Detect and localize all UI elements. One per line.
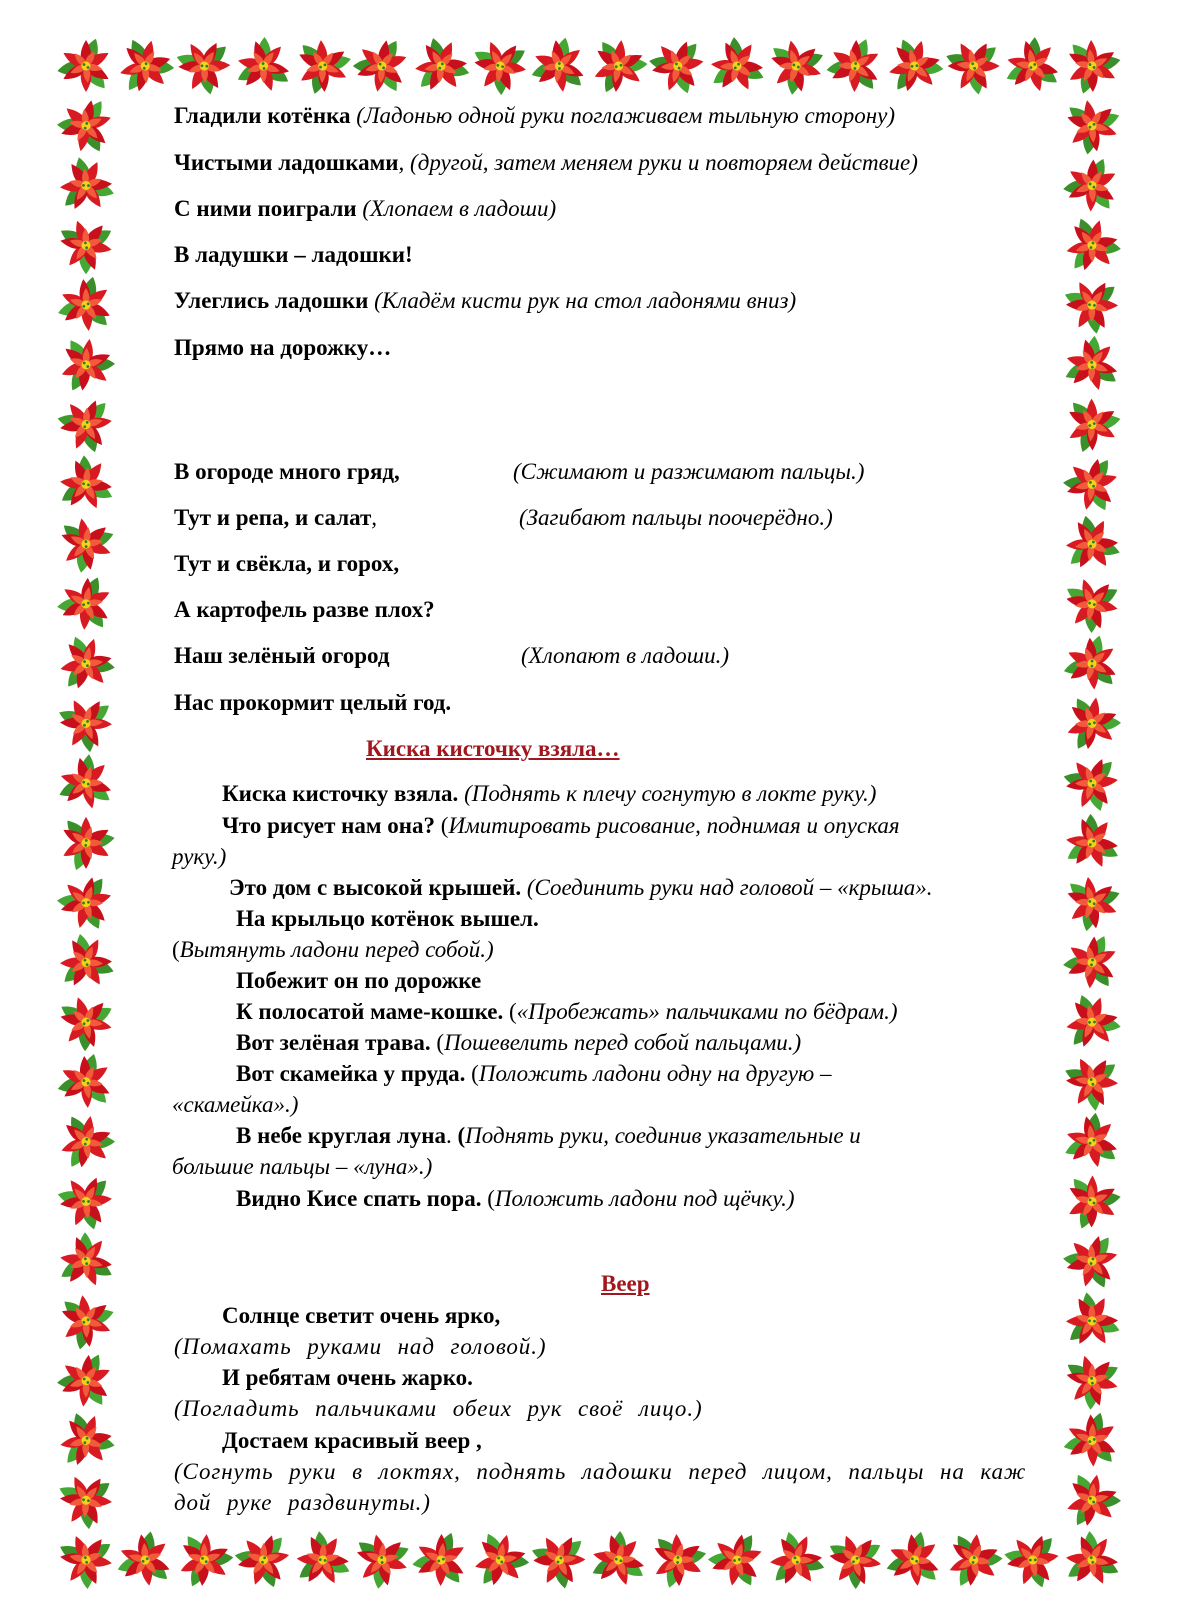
poem1-line-6 [174,334,391,362]
paren-text: ( [487,1186,495,1211]
verse-text: Прямо на дорожку… [174,335,392,360]
paren-text: ( [436,1030,445,1055]
verse-text: С ними поиграли [174,196,357,221]
poem4-note-2: (Погладить пальчиками обеих рук своё лицо.) [174,1396,703,1421]
paren-text: ( [457,1123,466,1148]
instruction-text: , (другой, затем меняем руки и повторяем действие) [398,150,918,175]
poem3-line-10 [236,1185,795,1213]
poem2-line-1: В огороде много гряд, [174,459,400,484]
instruction-text: «Пробежать» пальчиками по бёдрам.) [516,999,898,1024]
verse-text: Вот зелёная трава. [236,1030,431,1055]
instruction-text: (Хлопаем в ладоши) [362,196,557,221]
verse-text: Что рисует нам она? [222,813,436,838]
verse-text: Улеглись ладошки [174,288,369,313]
poem3-line-9 [236,1122,861,1150]
verse-text: Киска кисточку взяла. [222,781,459,806]
dot-text: . [445,1123,452,1148]
verse-text: Это дом с высокой крышей. [229,875,522,900]
poem1-line-4 [174,241,413,269]
poem1-line-5 [174,287,796,315]
poem4-note-3: (Согнуть руки в локтях, поднять ладошки перед лицом, пальцы на каж [174,1459,1027,1484]
poem3-line-8 [236,1060,831,1088]
poem2-line-4: А картофель разве плох? [174,597,435,622]
instruction-text: (Поднять к плечу согнутую в локте руку.) [464,781,877,806]
poem2-line-5: Наш зелёный огород [174,643,390,668]
verse-text: В ладушки – ладошки! [174,242,413,267]
poem3-line-3 [229,874,933,902]
paren-text: ( [508,999,517,1024]
poem4-title: Веер [601,1271,650,1296]
verse-text: Вот скамейка у пруда. [236,1061,466,1086]
poem3-line-8-cont: «скамейка».) [172,1092,299,1117]
poem3-line-9-cont: большие пальцы – «луна».) [172,1154,433,1179]
poem3-line-4-cont [172,936,494,964]
instruction-text: (Кладём кисти рук на стол ладонями вниз) [374,288,797,313]
poem2-note-5: (Хлопают в ладоши.) [521,643,730,668]
poem4-line-2: И ребятам очень жарко. [222,1365,473,1390]
instruction-text: Положить ладони одну на другую – [478,1061,832,1086]
poem3-line-5: Побежит он по дорожке [236,968,482,993]
verse-text: Чистыми ладошками [174,150,399,175]
verse-text: В небе круглая луна [236,1123,446,1148]
verse-text: Видно Кисе спать пора. [236,1186,482,1211]
verse-text: К полосатой маме-кошке. [236,999,504,1024]
poem3-title: Киска кисточку взяла… [366,736,620,761]
poem3-line-4: На крыльцо котёнок вышел. [236,906,539,931]
poem2-note-2: (Загибают пальцы поочерёдно.) [519,505,833,530]
paren-text: ( [471,1061,479,1086]
poem1-line-1 [174,102,895,130]
paren-text: ( [172,937,180,962]
poem3-line-1 [222,780,876,808]
instruction-text: Поднять руки, соединив указательные и [465,1123,861,1148]
poem3-line-7 [236,1029,801,1057]
poem4-line-1: Солнце светит очень ярко, [222,1303,501,1328]
poem1-line-3 [174,195,556,223]
instruction-text: (Ладонью одной руки поглаживаем тыльную сторону) [356,103,896,128]
instruction-text: Пошевелить перед собой пальцами.) [444,1030,802,1055]
poem2-line-2 [174,504,377,532]
poem2-line-3: Тут и свёкла, и горох, [174,551,400,576]
comma-text: , [371,505,378,530]
poem3-line-2-cont: руку.) [172,844,227,869]
paren-text: ( [440,813,449,838]
instruction-text: Положить ладони под щёчку.) [494,1186,795,1211]
poem4-line-3: Достаем красивый веер , [222,1428,482,1453]
instruction-text: Имитировать рисование, поднимая и опуская [448,813,900,838]
poem3-line-6 [236,998,898,1026]
poem1-line-2 [174,149,918,177]
poem2-note-1: (Сжимают и разжимают пальцы.) [513,459,865,484]
poem4-note-1: (Помахать руками над головой.) [174,1334,547,1359]
poem3-line-2 [222,812,900,840]
verse-text: Тут и репа, и салат [174,505,372,530]
instruction-text: Вытянуть ладони перед собой.) [179,937,494,962]
instruction-text: (Соединить руки над головой – «крыша». [526,875,933,900]
verse-text: Гладили котёнка [174,103,351,128]
poem4-note-3-cont: дой руке раздвинуты.) [174,1490,431,1515]
poem2-line-6: Нас прокормит целый год. [174,690,452,715]
